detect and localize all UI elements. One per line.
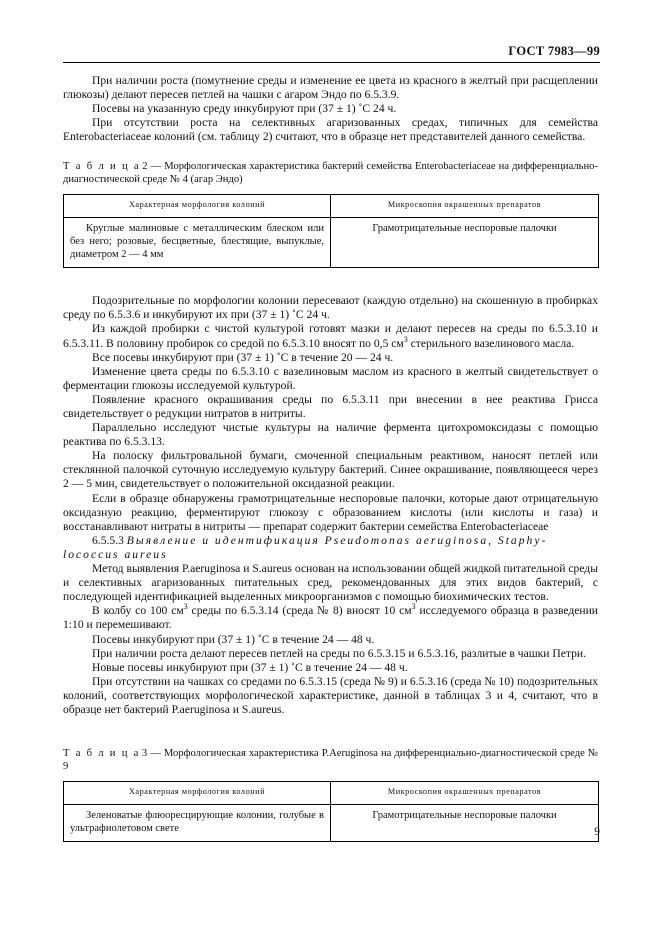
table3-cell-morphology: Зеленоватые флюоресцирующие колонии, голубые в ультрафиолетовом свете <box>64 805 331 842</box>
cubic-centimetre-exponent: 3 <box>403 334 408 344</box>
running-header-standard-number: ГОСТ 7983—99 <box>508 44 600 58</box>
paragraph-flask-text-b: среды по 6.5.3.14 (среда № 8) вносят 10 см <box>187 604 412 618</box>
table3-caption-number: 3 <box>141 748 148 760</box>
paragraph-subculture-petri: При наличии роста делают пересев петлей на среды по 6.5.3.15 и 6.5.3.16, разлитые в чашки Петри. <box>92 646 587 660</box>
spacer <box>63 144 598 160</box>
table2-col-header-morphology: Характерная морфология колоний <box>64 195 331 218</box>
spacer <box>63 186 598 194</box>
paragraph-cytochrome-oxidase-test: Параллельно исследуют чистые культуры на наличие фермента цитохромоксидазы с помощью реактива по 6.5.3.13. <box>63 421 598 449</box>
spacer <box>63 717 598 747</box>
spacer <box>63 268 598 294</box>
paragraph-incubation-24-48: Посевы инкубируют при (37 ± 1) ˚С в течение 24 — 48 ч. <box>92 632 375 646</box>
paragraph-absence-conclusion: При отсутствии на чашках со средами по 6.5.3.15 (среда № 9) и 6.5.3.16 (среда № 10) подозрительных колоний, соответствующих морфологической характеристике, данной в таблицах 3 и 4, считают, что в образце нет бактерий P.aeruginosa и S.aureus. <box>63 674 598 716</box>
paragraph-all-cultures-incubated: Все посевы инкубируют при (37 ± 1) ˚С в течение 20 — 24 ч. <box>92 350 394 364</box>
section-title-line-2: lococcus aureus <box>63 547 168 561</box>
cubic-centimetre-exponent: 3 <box>183 602 188 612</box>
table3-cell-microscopy: Грамотрицательные неспоровые палочки <box>331 805 599 842</box>
table-row <box>64 218 599 268</box>
table2-cell-morphology: Круглые малиновые с металлическим блеском или без него; розовые, бесцветные, блестящие, выпуклые, диаметром 2 — 4 мм <box>64 218 331 268</box>
section-title-line-1: Выявление и идентификация Pseudomonas aeruginosa, Staphy- <box>126 533 548 547</box>
paragraph-smears-text-b: стерильного вазелинового масла. <box>407 336 575 350</box>
table2-caption-number: 2 <box>142 161 148 173</box>
paragraph-no-growth-enterobacteriaceae: При отсутствии роста на селективных агаризованных средах, типичных для семейства Enterobacteriaceae колоний (см. таблицу 2) считают, что в образце нет представителей данного семейства. <box>63 116 598 144</box>
table3-caption-text: — Морфологическая характеристика P.Aeruginosa на дифференциально-диагностической среде № 9 <box>63 748 598 773</box>
table3-col-header-morphology: Характерная морфология колоний <box>64 782 331 805</box>
table-3-paeruginosa-morphology <box>63 781 599 842</box>
table3-caption-label: Т а б л и ц а <box>63 748 140 760</box>
table-header-row <box>64 782 599 805</box>
table2-col-header-microscopy: Микроскопия окрашенных препаратов <box>331 195 599 218</box>
table2-caption-text: — Морфологическая характеристика бактерий семейства Enterobacteriaceae на дифференциально-диагностической среде № 4 (агар Эндо) <box>63 161 598 186</box>
spacer <box>63 773 598 781</box>
paragraph-gram-negative-conclusion: Если в образце обнаружены грамотрицательные неспоровые палочки, которые дают отрицательную оксидазную реакцию, ферментируют глюкозу с образованием кислоты (или кислоты и газа) и восстанавливают нитраты в нитриты — препарат содержит бактерии семейства Enterobacteriaceae <box>63 491 598 533</box>
paragraph-new-cultures-incubation: Новые посевы инкубируют при (37 ± 1) ˚С в течение 24 — 48 ч. <box>92 660 408 674</box>
section-number: 6.5.5.3 <box>92 533 124 547</box>
paragraph-flask-text-a: В колбу со 100 см <box>92 604 184 618</box>
paragraph-suspicious-colonies: Подозрительные по морфологии колонии пересевают (каждую отдельно) на скошенную в пробирках среду по 6.5.3.6 и инкубируют их при (37 ± 1) ˚С 24 ч. <box>63 294 598 322</box>
paragraph-smears-text-a: Из каждой пробирки с чистой культурой готовят мазки и делают пересев на среды по 6.5.3.10 и 6.5.3.11. В половину пробирок со средой по 6.5.3.10 вносят по 0,5 см <box>63 322 598 350</box>
paragraph-filter-paper-oxidase: На полоску фильтровальной бумаги, смоченной специальным реактивом, наносят петлей или стеклянной палочкой суточную исследуемую культуру бактерий. Синее окрашивание, появляющееся через 2 — 5 мин, свидетельствует о положительной оксидазной реакции. <box>63 449 598 491</box>
paragraph-griess-reagent-nitrites: Появление красного окрашивания среды по 6.5.3.11 при внесении в нее реактива Грисса свидетельствует о редукции нитратов в нитриты. <box>63 392 598 420</box>
footer-page-number: 9 <box>594 826 600 838</box>
paragraph-flask-text-c: исследуемого образца в разведении 1:10 и перемешивают. <box>63 604 599 632</box>
table3-col-header-microscopy: Микроскопия окрашенных препаратов <box>331 782 599 805</box>
paragraph-incubation-medium: Посевы на указанную среду инкубируют при (37 ± 1) ˚С 24 ч. <box>92 102 397 116</box>
paragraph-smears-from-tubes <box>63 322 598 350</box>
header-divider-rule <box>63 62 600 63</box>
table3-caption <box>63 747 598 773</box>
table2-cell-microscopy: Грамотрицательные неспоровые палочки <box>331 218 599 268</box>
paragraph-colour-change-glucose: Изменение цвета среды по 6.5.3.10 с вазелиновым маслом из красного в желтый свидетельствует о ферментации глюкозы исследуемой культурой. <box>63 364 598 392</box>
table-2-enterobacteriaceae-morphology <box>63 194 599 268</box>
table2-caption-label: Т а б л и ц а <box>63 161 141 173</box>
table-header-row <box>64 195 599 218</box>
paragraph-growth-presence: При наличии роста (помутнение среды и изменение ее цвета из красного в желтый при расщеплении глюкозы) делают пересев петлей на чашки с агаром Эндо по 6.5.3.9. <box>63 74 598 102</box>
paragraph-flask-inoculation <box>63 604 598 632</box>
table2-caption <box>63 160 598 186</box>
section-heading-6-5-5-3 <box>63 534 598 548</box>
page-content <box>63 74 598 842</box>
table-row <box>64 805 599 842</box>
cubic-centimetre-exponent: 3 <box>411 602 416 612</box>
paragraph-detection-method: Метод выявления P.aeruginosa и S.aureus основан на использовании общей жидкой питательной среды и селективных агаризованных питательных сред, рекомендованных для этих видов бактерий, с последующей идентификацией выделенных микроорганизмов с помощью биохимических тестов. <box>63 562 598 604</box>
